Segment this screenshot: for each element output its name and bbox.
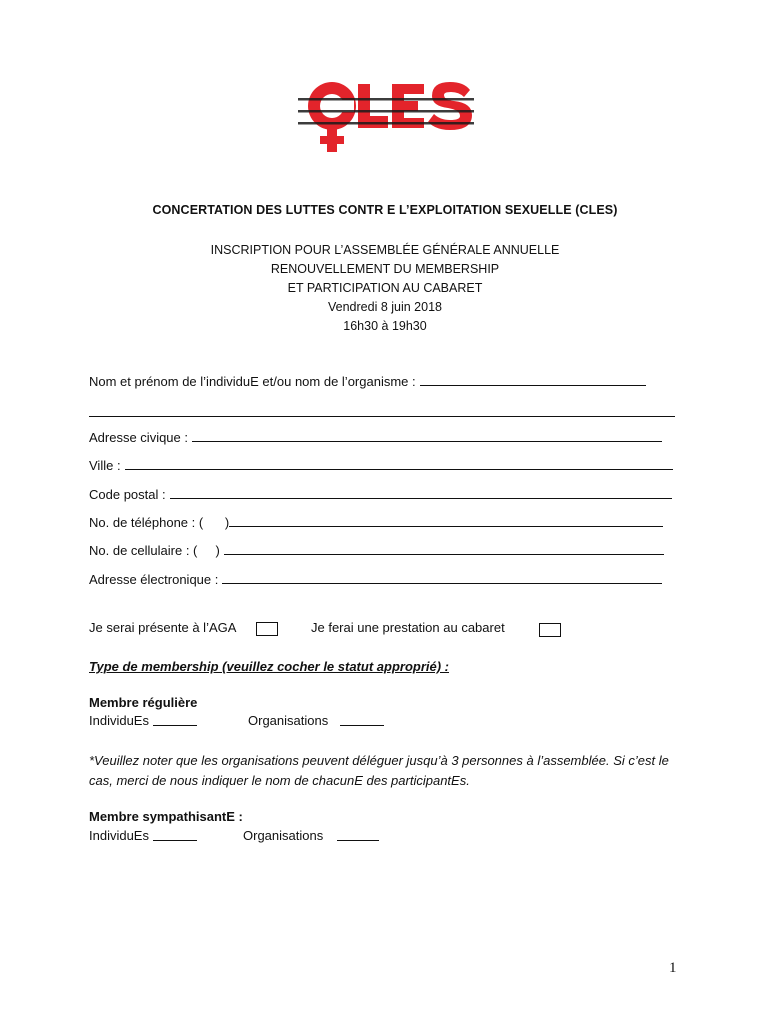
cell-field[interactable] bbox=[89, 543, 664, 558]
cles-logo bbox=[294, 72, 476, 158]
cell-line[interactable] bbox=[224, 553, 664, 555]
cabaret-checkbox[interactable] bbox=[539, 623, 561, 637]
email-line[interactable] bbox=[222, 582, 662, 584]
event-line-2: RENOUVELLEMENT DU MEMBERSHIP bbox=[270, 262, 500, 276]
aga-checkbox[interactable] bbox=[256, 622, 278, 636]
regular-individuals-blank[interactable] bbox=[153, 724, 197, 726]
regular-organisations-blank[interactable] bbox=[340, 724, 384, 726]
sympathisant-individuals-label: IndividuEs bbox=[89, 828, 149, 843]
sympathisant-individuals[interactable] bbox=[89, 828, 197, 843]
name-field[interactable] bbox=[89, 374, 646, 389]
organisation-note: *Veuillez noter que les organisations peuvent déléguer jusqu’à 3 personnes à l’assemblée. Si c’est le cas, merci de nous indiquer le nom de chacunE des participantEs. bbox=[89, 753, 669, 788]
city-line[interactable] bbox=[125, 468, 673, 470]
phone-field[interactable] bbox=[89, 515, 663, 530]
sympathisant-organisations-label: Organisations bbox=[243, 828, 324, 843]
name-line[interactable] bbox=[420, 384, 646, 386]
name-line-2[interactable] bbox=[89, 416, 675, 417]
address-line[interactable] bbox=[192, 440, 662, 442]
postal-code-field[interactable] bbox=[89, 487, 672, 502]
sympathisant-individuals-blank[interactable] bbox=[153, 839, 197, 841]
email-label: Adresse électronique : bbox=[89, 572, 219, 587]
cell-label: No. de cellulaire : ( ) bbox=[89, 543, 220, 558]
event-time: 16h30 à 19h30 bbox=[343, 319, 427, 333]
cabaret-label: Je ferai une prestation au cabaret bbox=[311, 620, 505, 635]
address-field[interactable] bbox=[89, 430, 662, 445]
sympathisant-organisations-blank[interactable] bbox=[337, 839, 379, 841]
city-field[interactable] bbox=[89, 458, 673, 473]
postal-code-label: Code postal : bbox=[89, 487, 166, 502]
regular-member-label: Membre régulière bbox=[89, 695, 198, 710]
regular-individuals[interactable] bbox=[89, 713, 197, 728]
event-date: Vendredi 8 juin 2018 bbox=[328, 300, 442, 314]
membership-heading: Type de membership (veuillez cocher le statut approprié) : bbox=[89, 659, 449, 674]
name-label: Nom et prénom de l’individuE et/ou nom de l’organisme : bbox=[89, 374, 416, 389]
phone-label: No. de téléphone : ( ) bbox=[89, 515, 230, 530]
event-line-3: ET PARTICIPATION AU CABARET bbox=[287, 281, 483, 295]
email-field[interactable] bbox=[89, 572, 662, 587]
city-label: Ville : bbox=[89, 458, 121, 473]
phone-line[interactable] bbox=[229, 525, 663, 527]
postal-code-line[interactable] bbox=[170, 497, 672, 499]
event-line-1: INSCRIPTION POUR L’ASSEMBLÉE GÉNÉRALE ANNUELLE bbox=[210, 243, 560, 257]
address-label: Adresse civique : bbox=[89, 430, 188, 445]
organization-title: CONCERTATION DES LUTTES CONTR E L’EXPLOITATION SEXUELLE (CLES) bbox=[152, 203, 618, 217]
regular-organisations[interactable] bbox=[248, 713, 384, 728]
regular-organisations-label: Organisations bbox=[248, 713, 329, 728]
page-number: 1 bbox=[669, 960, 677, 976]
aga-label: Je serai présente à l’AGA bbox=[89, 620, 237, 635]
event-info bbox=[0, 241, 770, 336]
regular-individuals-label: IndividuEs bbox=[89, 713, 149, 728]
sympathisant-organisations[interactable] bbox=[243, 828, 379, 843]
sympathisant-member-label: Membre sympathisantE : bbox=[89, 809, 243, 824]
